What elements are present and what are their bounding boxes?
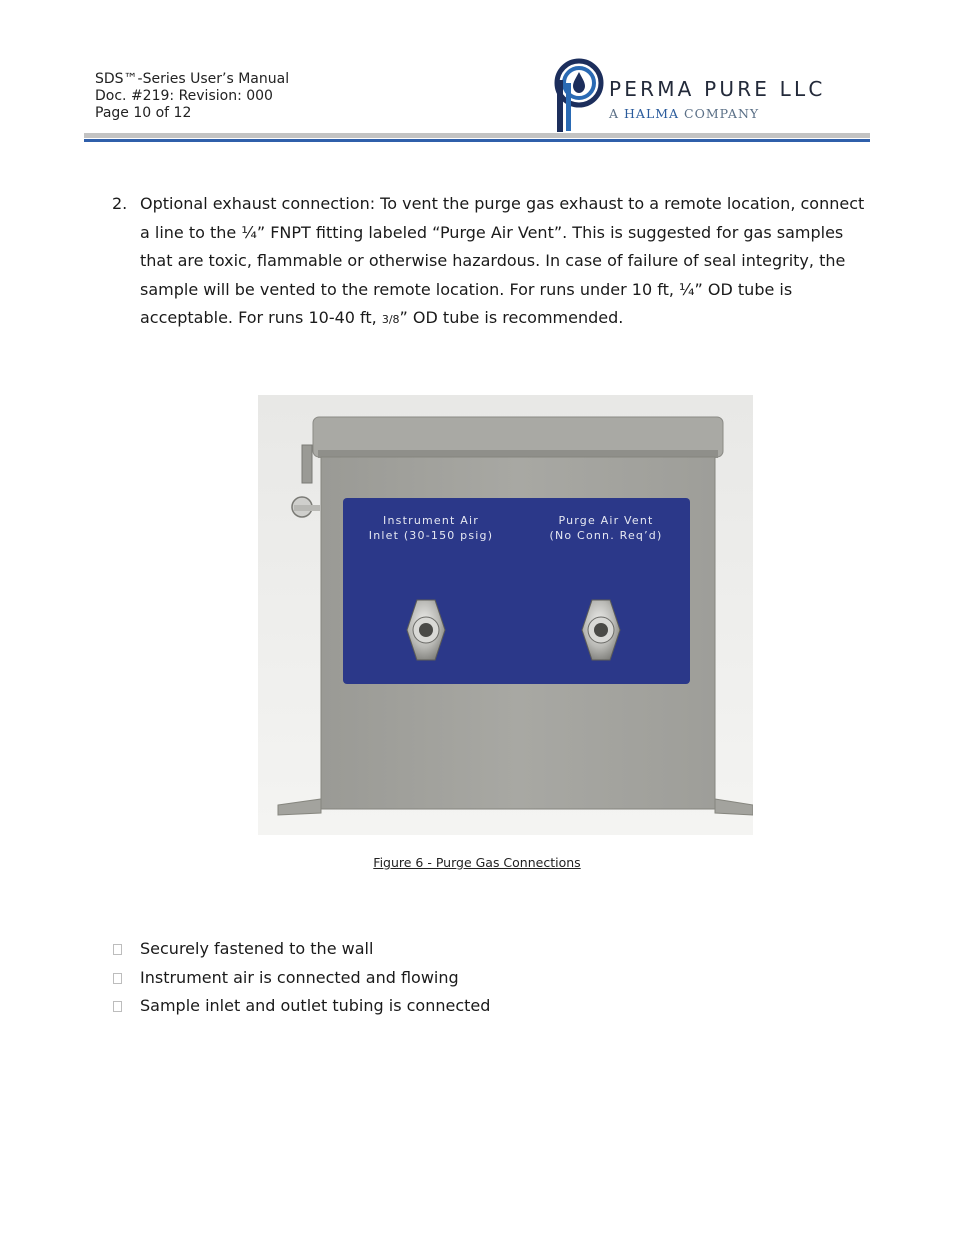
checkbox-icon xyxy=(113,1001,122,1012)
checkbox-icon xyxy=(113,973,122,984)
checkbox-icon xyxy=(113,944,122,955)
logo-tagline xyxy=(609,106,759,121)
step-number: 2. xyxy=(112,194,128,213)
checklist-item-label: Instrument air is connected and flowing xyxy=(140,967,459,987)
purge-gas-connections-photo xyxy=(258,395,753,835)
step-text-fraction: 3/8 xyxy=(381,313,400,326)
header-rule-gray xyxy=(84,133,870,138)
step-text-end: ” OD tube is recommended. xyxy=(399,308,624,327)
logo-tagline-halma: HALMA xyxy=(624,106,680,121)
page-number: Page 10 of 12 xyxy=(95,105,192,121)
perma-pure-p-icon xyxy=(553,58,609,134)
manual-title: SDS™-Series User’s Manual xyxy=(95,71,290,87)
logo-tagline-prefix: A xyxy=(609,106,625,121)
logo-tagline-suffix: COMPANY xyxy=(679,106,760,121)
document-header-meta xyxy=(95,71,289,122)
label-purge-air-vent-line2: (No Conn. Req’d) xyxy=(549,529,663,542)
label-instrument-air-line2: Inlet (30-150 psig) xyxy=(368,529,494,542)
logo-company-name: PERMA PURE LLC xyxy=(609,77,826,101)
figure-caption: Figure 6 - Purge Gas Connections xyxy=(373,855,581,870)
checklist-item-label: Securely fastened to the wall xyxy=(140,939,374,958)
doc-revision: Doc. #219: Revision: 000 xyxy=(95,88,273,104)
label-instrument-air-line1: Instrument Air xyxy=(383,514,479,527)
label-purge-air-vent-line1: Purge Air Vent xyxy=(558,514,654,527)
checklist-item-label: Sample inlet and outlet tubing is connected xyxy=(140,996,491,1015)
step-text xyxy=(140,190,872,335)
header-rule-blue xyxy=(84,139,870,142)
perma-pure-logo xyxy=(553,58,873,134)
step-text-main: Optional exhaust connection: To vent the purge gas exhaust to a remote location, connect a line to the ¼” FNPT fitting labeled “Purge Air Vent”. This is suggested for gas samples that are toxic, flammable or otherwise hazardous. In case of failure of seal integrity, the sample will be vented to the remote location. For runs under 10 ft, ¼” OD tube is acceptable. For runs 10-40 ft, xyxy=(140,194,865,327)
